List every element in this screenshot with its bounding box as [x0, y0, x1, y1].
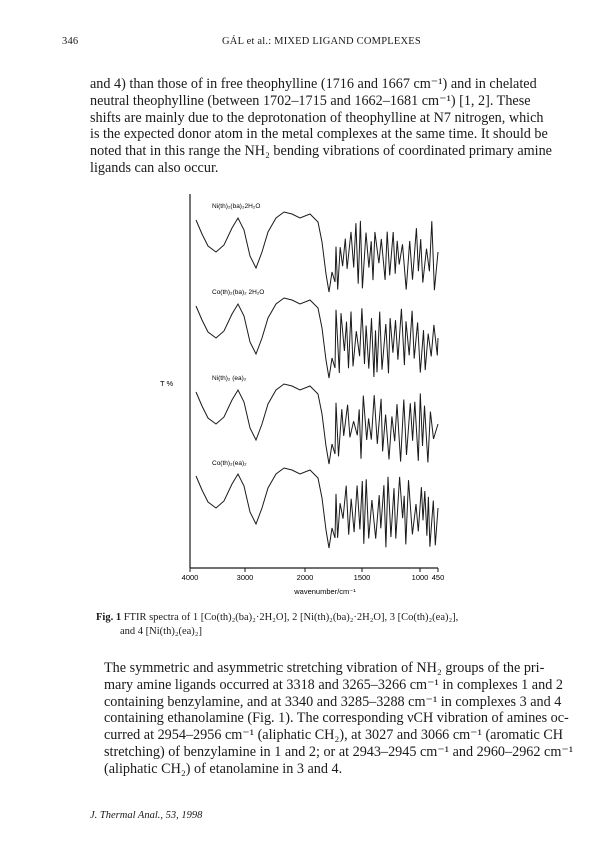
caption-line-2: and 4 [Ni(th)₂(ea)₂]: [120, 626, 202, 637]
caption-label: Fig. 1: [96, 612, 122, 623]
text-line: containing benzylamine, and at 3340 and 3285–3288 cm⁻¹ in complexes 3 and 4: [104, 693, 562, 710]
x-tick-label: 1500: [353, 573, 371, 582]
text-line: noted that in this range the NH₂ bending vibrations of coordinated primary amine: [90, 143, 552, 160]
x-tick-label: 3000: [236, 573, 254, 582]
spectrum-trace-1: [196, 212, 438, 292]
text-line: The symmetric and asymmetric stretching vibration of NH₂ groups of the pri-: [104, 660, 545, 676]
caption-text: FTIR spectra of 1 [Co(th)₂(ba)₂·2H₂O], 2 [Ni(th)₂(ba)₂·2H₂O], 3 [Co(th)₂(ea)₂],: [123, 612, 459, 623]
x-tick-label: 2000: [296, 573, 314, 582]
running-title: GÁL et al.: MIXED LIGAND COMPLEXES: [222, 36, 421, 47]
spectrum-label-4: Co(th)₂(ea)₂: [212, 460, 247, 467]
spectrum-label-1: Ni(th)₂(ba)₂2H₂O: [212, 203, 261, 210]
page-number: 346: [62, 36, 79, 47]
text-line: ligands can also occur.: [90, 159, 219, 176]
text-line: (aliphatic CH₂) of etanolamine in 3 and 4.: [104, 760, 343, 777]
paragraph-nh2: [90, 660, 574, 778]
text-line: shifts are mainly due to the deprotonation of theophylline at N7 nitrogen, which: [90, 109, 544, 126]
text-line: curred at 2954–2956 cm⁻¹ (aliphatic CH₂), at 3027 and 3066 cm⁻¹ (aromatic CH: [104, 727, 564, 744]
caption-line-1: [96, 611, 536, 625]
spectrum-trace-3: [196, 384, 438, 464]
x-axis-label: wavenumber/cm⁻¹: [294, 587, 356, 596]
x-tick-label: 4000: [181, 573, 199, 582]
spectrum-label-3: Ni(th)₂ (ea)₂: [212, 375, 247, 382]
text-line: containing ethanolamine (Fig. 1). The corresponding νCH vibration of amines oc-: [104, 710, 569, 727]
text-line: stretching) of benzylamine in 1 and 2; or at 2943–2945 cm⁻¹ and 2960–2962 cm⁻¹: [104, 743, 574, 760]
y-axis-label: T %: [160, 379, 174, 388]
journal-footer: J. Thermal Anal., 53, 1998: [90, 810, 203, 821]
spectrum-label-2: Co(th)₂(ba)₂ 2H₂O: [212, 289, 265, 296]
text-line: and 4) than those of in free theophylline (1716 and 1667 cm⁻¹) and in chelated: [90, 76, 537, 92]
text-line: neutral theophylline (between 1702–1715 and 1662–1681 cm⁻¹) [1, 2]. These: [90, 92, 531, 109]
x-tick-label: 450: [431, 573, 445, 582]
ftir-figure: [150, 190, 460, 610]
spectrum-trace-4: [196, 468, 438, 548]
paragraph-intro: [90, 76, 552, 177]
spectrum-trace-2: [196, 298, 438, 378]
x-tick-label: 1000: [411, 573, 429, 582]
text-line: mary amine ligands occurred at 3318 and 3265–3266 cm⁻¹ in complexes 1 and 2: [104, 676, 563, 693]
text-line: is the expected donor atom in the metal complexes at the same time. It should be: [90, 126, 548, 143]
figure-caption: [96, 611, 536, 639]
